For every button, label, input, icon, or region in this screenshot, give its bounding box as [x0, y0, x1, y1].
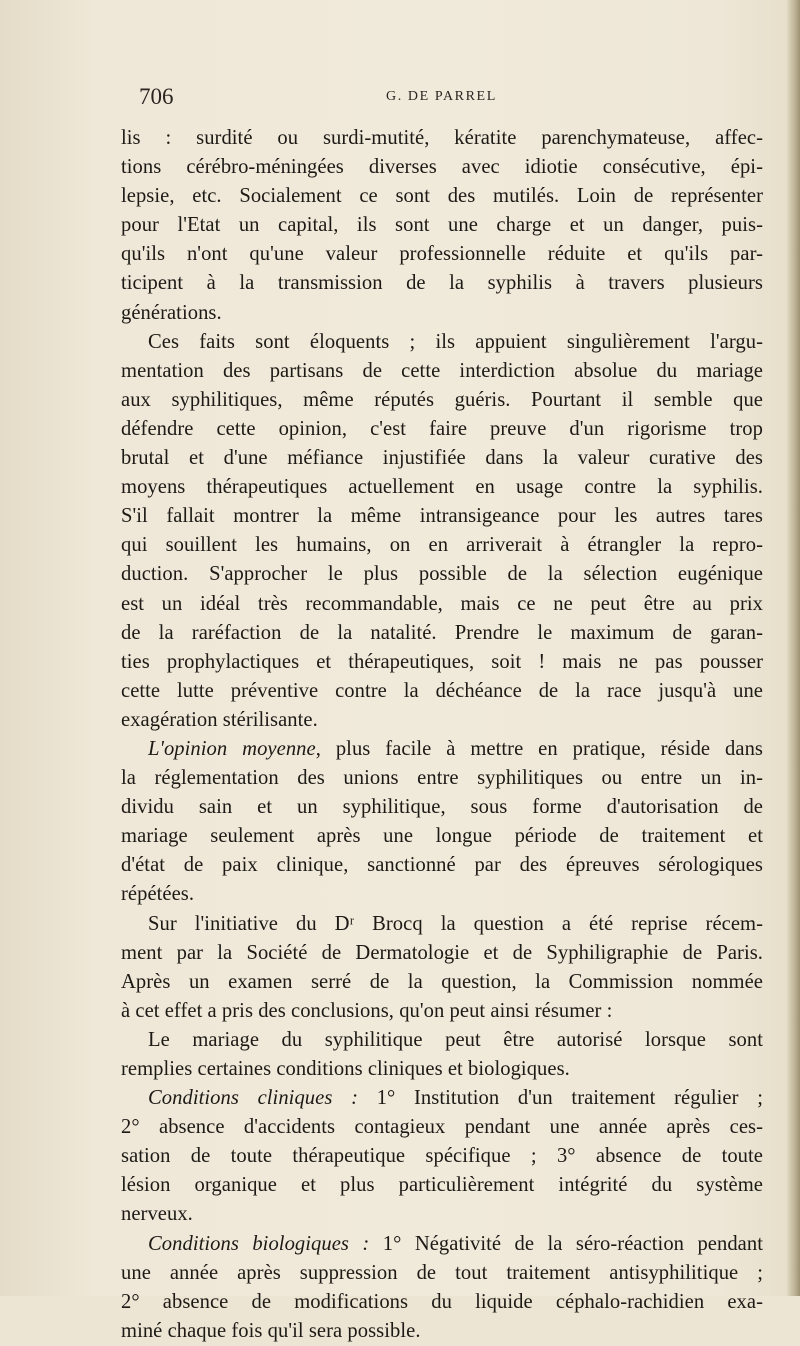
page-header — [0, 84, 800, 108]
line-text: exagération stérilisante. — [121, 708, 318, 731]
line-text: lis : surdité ou surdi-mutité, kératite parenchymateuse, affec- — [121, 127, 763, 149]
line-text: d'état de paix clinique, sanctionné par des épreuves sérologiques — [121, 854, 763, 877]
line-text: remplies certaines conditions cliniques et biologiques. — [121, 1058, 570, 1080]
line-text: qui souillent les humains, on en arriverait à étrangler la repro- — [121, 534, 763, 557]
text-line — [121, 1084, 763, 1113]
text-line — [121, 851, 763, 880]
text-line — [121, 590, 763, 619]
line-text: est un idéal très recommandable, mais ce ne peut être au prix — [121, 592, 763, 615]
line-text: mariage seulement après une longue période de traitement et — [121, 825, 763, 848]
text-line — [121, 240, 763, 269]
line-text: mentation des partisans de cette interdiction absolue du mariage — [121, 359, 763, 382]
line-text: dividu sain et un syphilitique, sous forme d'autorisation de — [121, 796, 763, 819]
line-text: 2° absence de modifications du liquide céphalo-rachidien exa- — [121, 1290, 763, 1313]
text-line — [121, 648, 763, 677]
text-line — [121, 1171, 763, 1200]
line-text: 2° absence d'accidents contagieux pendant une année après ces- — [121, 1116, 763, 1139]
text-line — [121, 328, 763, 357]
text-line — [121, 502, 763, 531]
text-line — [121, 880, 763, 909]
text-line — [121, 939, 763, 968]
text-line — [121, 269, 763, 298]
text-line — [121, 997, 763, 1026]
line-text: sation de toute thérapeutique spécifique ; 3° absence de toute — [121, 1145, 763, 1168]
text-line — [121, 415, 763, 444]
text-line — [121, 706, 763, 735]
text-line — [121, 444, 763, 473]
line-text: défendre cette opinion, c'est faire preuve d'un rigorisme trop — [121, 417, 763, 440]
page-number: 706 — [139, 84, 174, 109]
line-text: pour l'Etat un capital, ils sont une charge et un danger, puis- — [121, 214, 763, 237]
line-text: générations. — [121, 301, 222, 324]
line-text: la réglementation des unions entre syphilitiques ou entre un in- — [121, 767, 763, 790]
text-line — [121, 1026, 763, 1055]
line-text: une année après suppression de tout traitement antisyphilitique ; — [121, 1261, 763, 1284]
line-text: 1° Institution d'un traitement régulier ; — [358, 1087, 763, 1110]
text-line — [121, 211, 763, 240]
text-line — [121, 1317, 763, 1346]
text-line — [121, 1142, 763, 1171]
line-text: tions cérébro-méningées diverses avec idiotie consécutive, épi- — [121, 156, 763, 179]
line-text: de la raréfaction de la natalité. Prendre le maximum de garan- — [121, 621, 763, 644]
text-line — [121, 357, 763, 386]
text-line — [121, 677, 763, 706]
line-text: Le mariage du syphilitique peut être autorisé lorsque sont — [148, 1028, 763, 1051]
line-text: ticipent à la transmission de la syphilis à travers plusieurs — [121, 272, 763, 295]
italic-heading: Conditions cliniques : — [148, 1087, 358, 1110]
line-text: miné chaque fois qu'il sera possible. — [121, 1319, 421, 1342]
text-line — [121, 910, 763, 939]
text-line — [121, 1230, 763, 1259]
text-line — [121, 1200, 763, 1229]
line-text: ment par la Société de Dermatologie et de Syphiligraphie de Paris. — [121, 941, 763, 964]
text-line — [121, 1288, 763, 1317]
line-text: S'il fallait montrer la même intransigeance pour les autres tares — [121, 505, 763, 528]
text-line — [121, 1113, 763, 1142]
text-line — [121, 822, 763, 851]
text-line — [121, 124, 763, 153]
running-head: G. DE PARREL — [386, 89, 497, 104]
line-text: lepsie, etc. Socialement ce sont des mutilés. Loin de représenter — [121, 185, 763, 208]
line-text: cette lutte préventive contre la déchéance de la race jusqu'à une — [121, 679, 763, 702]
text-line — [121, 735, 763, 764]
text-line — [121, 619, 763, 648]
text-line — [121, 473, 763, 502]
line-text: , plus facile à mettre en pratique, réside dans — [315, 737, 763, 760]
text-line — [121, 793, 763, 822]
text-line — [121, 182, 763, 211]
line-text: ties prophylactiques et thérapeutiques, soit ! mais ne pas pousser — [121, 650, 763, 673]
text-line — [121, 560, 763, 589]
line-text: qu'ils n'ont qu'une valeur professionnelle réduite et qu'ils par- — [121, 243, 763, 266]
line-text: Après un examen serré de la question, la Commission nommée — [121, 970, 763, 993]
line-text: Sur l'initiative du Dʳ Brocq la question a été reprise récem- — [148, 912, 763, 935]
text-line — [121, 1055, 763, 1084]
line-text: répétées. — [121, 883, 195, 906]
text-line — [121, 386, 763, 415]
italic-heading: L'opinion moyenne — [148, 737, 316, 760]
line-text: Ces faits sont éloquents ; ils appuient singulièrement l'argu- — [148, 330, 763, 353]
body-text — [121, 124, 763, 1346]
line-text: brutal et d'une méfiance injustifiée dans la valeur curative des — [121, 447, 763, 470]
text-line — [121, 531, 763, 560]
text-line — [121, 153, 763, 182]
line-text: à cet effet a pris des conclusions, qu'on peut ainsi résumer : — [121, 999, 613, 1022]
line-text: 1° Négativité de la séro-réaction pendant — [369, 1232, 763, 1255]
text-line — [121, 764, 763, 793]
italic-heading: Conditions biologiques : — [148, 1232, 370, 1255]
line-text: nerveux. — [121, 1203, 193, 1226]
line-text: aux syphilitiques, même réputés guéris. Pourtant il semble que — [121, 388, 763, 411]
line-text: moyens thérapeutiques actuellement en usage contre la syphilis. — [121, 476, 763, 499]
line-text: lésion organique et plus particulièrement intégrité du système — [121, 1174, 763, 1197]
text-line — [121, 968, 763, 997]
page-edge-shadow — [786, 0, 800, 1296]
text-line — [121, 1259, 763, 1288]
line-text: duction. S'approcher le plus possible de la sélection eugénique — [121, 563, 763, 586]
text-line — [121, 299, 763, 328]
